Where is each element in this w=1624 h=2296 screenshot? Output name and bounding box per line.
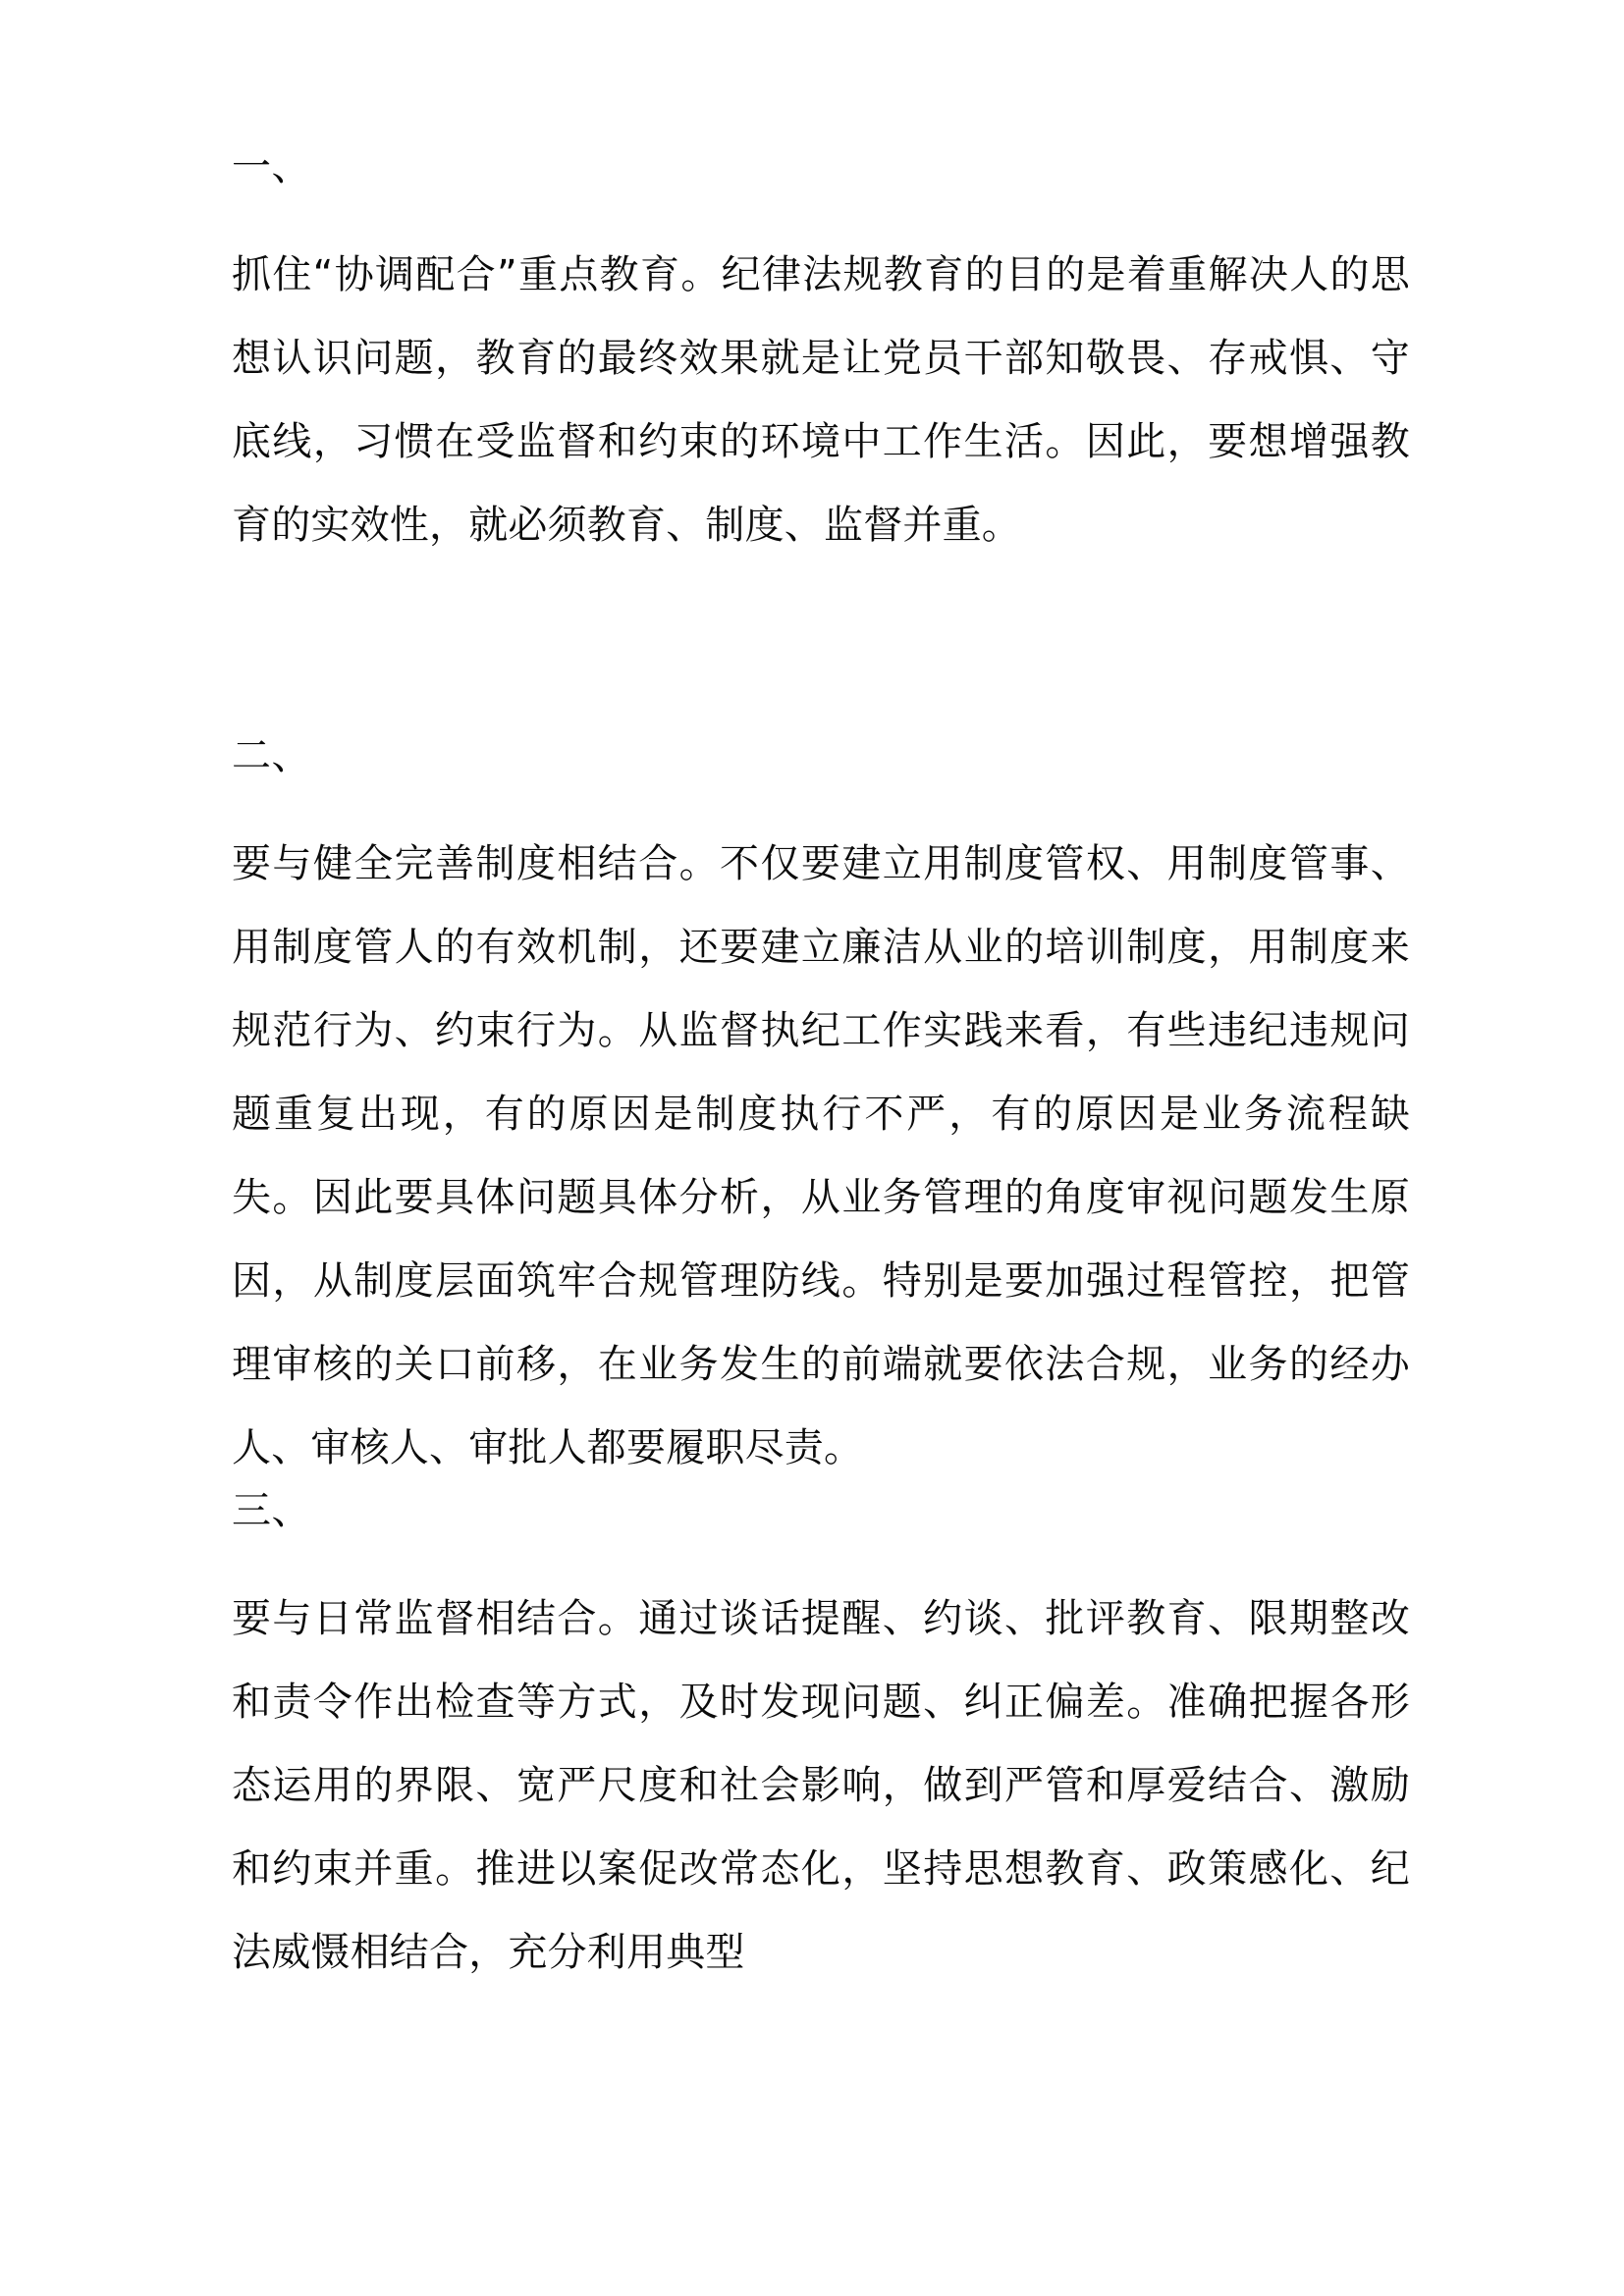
section-heading-3-text: 三、	[232, 1488, 311, 1533]
section-paragraph-3	[232, 1577, 1410, 1995]
section-paragraph-3-text: 要与日常监督相结合。通过谈话提醒、约谈、批评教育、限期整改和责令作出检查等方式，及时发现问题、纠正偏差。准确把握各形态运用的界限、宽严尺度和社会影响，做到严管和厚爱结合、激励和约束并重。推进以案促改常态化，坚持思想教育、政策感化、纪法威慑相结合，充分利用典型	[232, 1596, 1410, 1975]
section-heading-3	[232, 1488, 1410, 1533]
section-paragraph-1-text: 抓住“协调配合”重点教育。纪律法规教育的目的是着重解决人的思想认识问题，教育的最终效果就是让党员干部知敬畏、存戒惧、守底线，习惯在受监督和约束的环境中工作生活。因此，要想增强教育的实效性，就必须教育、制度、监督并重。	[232, 252, 1410, 548]
section-paragraph-1	[232, 234, 1410, 567]
section-heading-1-text: 一、	[232, 144, 311, 189]
section-paragraph-2	[232, 823, 1410, 1490]
section-paragraph-2-text: 要与健全完善制度相结合。不仅要建立用制度管权、用制度管事、用制度管人的有效机制，还要建立廉洁从业的培训制度，用制度来规范行为、约束行为。从监督执纪工作实践来看，有些违纪违规问题重复出现，有的原因是制度执行不严，有的原因是业务流程缺失。因此要具体问题具体分析，从业务管理的角度审视问题发生原因，从制度层面筑牢合规管理防线。特别是要加强过程管控，把管理审核的关口前移，在业务发生的前端就要依法合规，业务的经办人、审核人、审批人都要履职尽责。	[232, 841, 1410, 1470]
section-heading-1	[232, 144, 1410, 189]
section-heading-2-text: 二、	[232, 733, 311, 778]
section-heading-2	[232, 733, 1410, 778]
